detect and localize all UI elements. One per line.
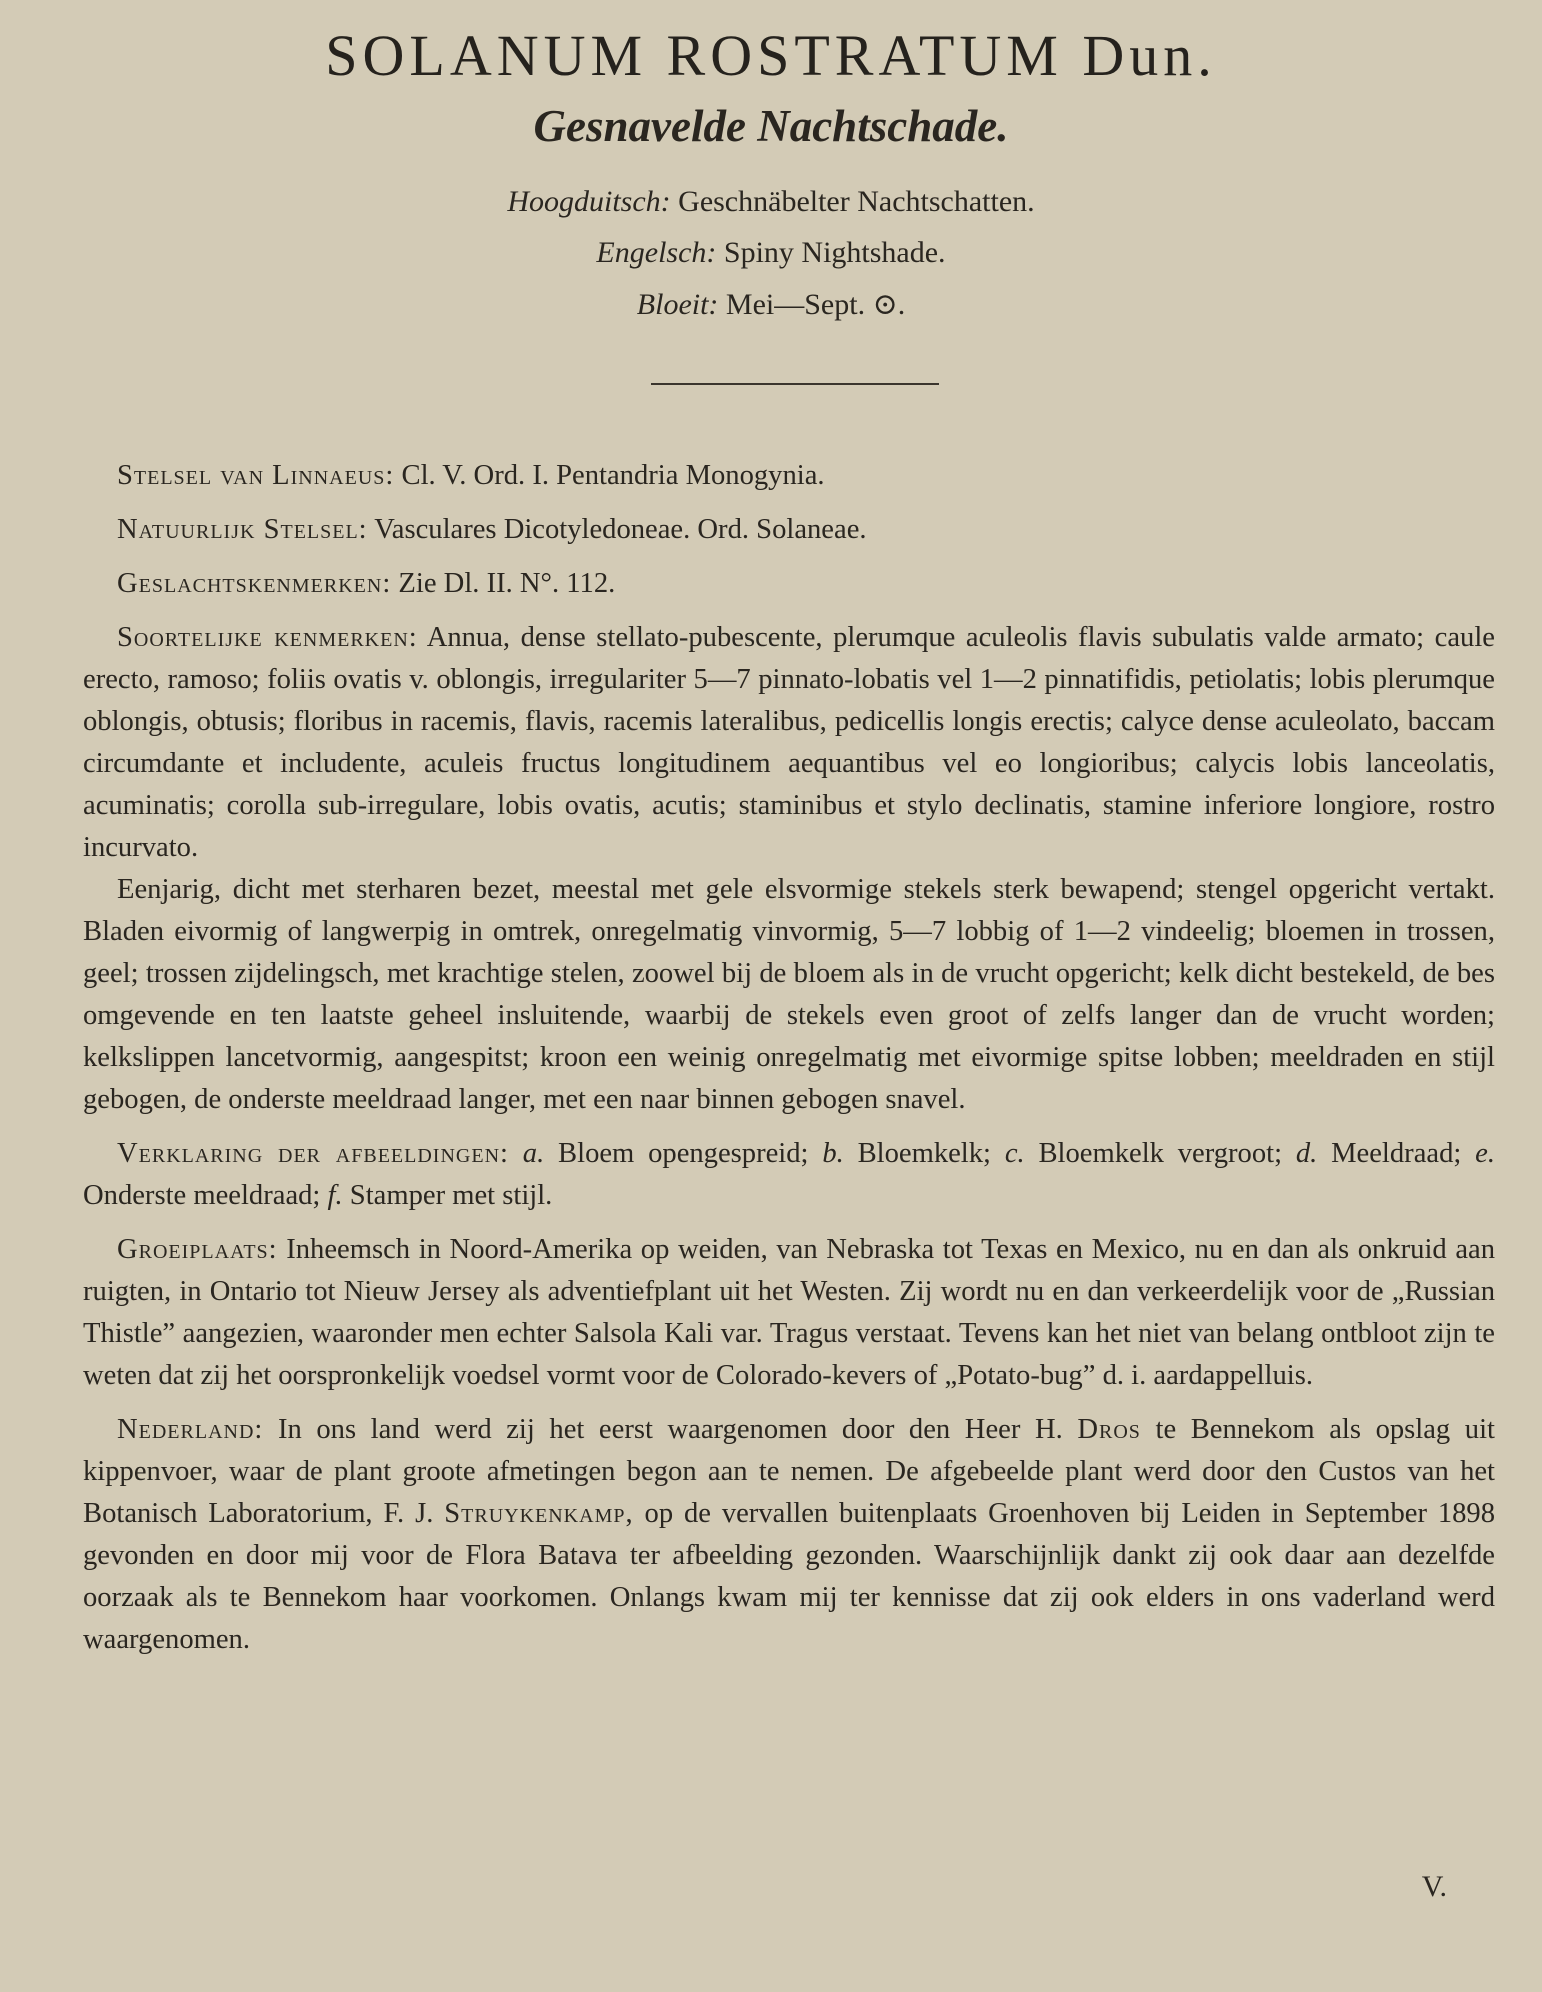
- netherlands-text-2: te Bennekom als opslag uit kippenvoer, waar de plant groote afmetingen begon aan te nemen. De afgebeelde plant werd door den Custos van het Botanisch Laboratorium, F. J.: [83, 1414, 1495, 1529]
- netherlands-text-1: In ons land werd zij het eerst waargenomen door den Heer H.: [277, 1414, 1063, 1445]
- figure-e-text: Onderste meeldraad;: [83, 1180, 321, 1211]
- figure-f-text: Stamper met stijl.: [349, 1180, 553, 1211]
- linnaeus-text: Cl. V. Ord. I. Pentandria Monogynia.: [401, 460, 825, 491]
- genus-label: Geslachtskenmerken:: [117, 568, 392, 599]
- figure-e-letter: e.: [1475, 1138, 1495, 1169]
- divider-rule: [651, 383, 939, 385]
- netherlands-label: Nederland:: [117, 1414, 264, 1445]
- figure-b-letter: b.: [822, 1138, 844, 1169]
- figure-d-letter: d.: [1295, 1138, 1318, 1169]
- english-value: Spiny Nightshade.: [723, 236, 946, 269]
- bloom-value: Mei—Sept. ⊙.: [725, 288, 906, 321]
- figures-label: Verklaring der afbeeldingen:: [117, 1138, 509, 1169]
- figure-c-letter: c.: [1004, 1138, 1025, 1169]
- german-label: Hoogduitsch:: [507, 185, 671, 218]
- netherlands-text-3: op de vervallen buitenplaats Groenhoven bij Leiden in September 1898 gevonden en door mij voor de Flora Batava ter afbeelding gezonden. Waarschijnlijk dankt zij ook daar aan dezelfde oorzaak als te Bennekom haar voorkomen. Onlangs kwam mij ter kennisse dat zij ook elders in ons vaderland werd waargenomen.: [83, 1498, 1496, 1655]
- dutch-description-paragraph: Eenjarig, dicht met sterharen bezet, meestal met gele elsvormige stekels sterk bewapend; stengel opgericht vertakt. Bladen eivormig of langwerpig in omtrek, onregelmatig vinvormig, 5—7 lobbig of 1—2 vindeelig; bloemen in trossen, geel; trossen zijdelingsch, met krachtige stelen, zoowel bij de bloem als in de vrucht opgericht; kelk dicht bestekeld, de bes omgevende en ten laatste geheel insluitende, waarbij de stekels even groot of zelfs langer dan de vrucht worden; kelkslippen lancetvormig, aangespitst; kroon een weinig onregelmatig met eivormige spitse lobben; meeldraden en stijl gebogen, de onderste meeldraad langer, met een naar binnen gebogen snavel.: [83, 874, 1495, 1115]
- natural-system-paragraph: [83, 509, 1495, 551]
- bloom-line: [0, 287, 1542, 322]
- english-label: Engelsch:: [596, 236, 717, 269]
- netherlands-paragraph: [83, 1409, 1495, 1661]
- figure-f-letter: f.: [327, 1180, 343, 1211]
- figure-c-text: Bloemkelk vergroot;: [1038, 1138, 1283, 1169]
- author-signature: V.: [1421, 1870, 1447, 1903]
- genus-text: Zie Dl. II. N°. 112.: [398, 568, 616, 599]
- natural-system-text: Vasculares Dicotyledoneae. Ord. Solaneae.: [374, 514, 867, 545]
- habitat-label: Groeiplaats:: [117, 1234, 278, 1265]
- figure-d-text: Meeldraad;: [1331, 1138, 1462, 1169]
- natural-system-label: Natuurlijk Stelsel:: [117, 514, 368, 545]
- species-paragraph: [83, 617, 1495, 869]
- linnaeus-label: Stelsel van Linnaeus:: [117, 460, 395, 491]
- description-body: [83, 455, 1495, 1673]
- figure-b-text: Bloemkelk;: [857, 1138, 991, 1169]
- english-name-line: [0, 236, 1542, 270]
- species-label: Soortelijke kenmerken:: [117, 622, 418, 653]
- german-value: Geschnäbelter Nachtschatten.: [678, 185, 1035, 218]
- person-name-dros: Dros: [1077, 1414, 1141, 1445]
- species-title: SOLANUM ROSTRATUM Dun.: [325, 23, 1217, 88]
- dutch-name: Gesnavelde Nachtschade.: [533, 101, 1009, 151]
- bloom-label: Bloeit:: [636, 288, 719, 321]
- figure-a-letter: a.: [522, 1138, 545, 1169]
- habitat-text: Inheemsch in Noord-Amerika op weiden, van Nebraska tot Texas en Mexico, nu en dan als onkruid aan ruigten, in Ontario tot Nieuw Jersey als adventiefplant uit het Westen. Zij wordt nu en dan verkeerdelijk voor de „Russian Thistle” aangezien, waaronder men echter Salsola Kali var. Tragus verstaat. Tevens kan het niet van belang ontbloot zijn te weten dat zij het oorspronkelijk voedsel vormt voor de Colorado-kevers of „Potato-bug” d. i. aardappelluis.: [83, 1234, 1496, 1391]
- genus-paragraph: [83, 563, 1495, 605]
- species-text: Annua, dense stellato-pubescente, plerumque aculeolis flavis subulatis valde armato; caule erecto, ramoso; foliis ovatis v. oblongis, irregulariter 5—7 pinnato-lobatis vel 1—2 pinnatifidis, petiolatis; lobis plerumque oblongis, obtusis; floribus in racemis, flavis, racemis lateralibus, pedicellis longis erectis; calyce dense aculeolato, baccam circumdante et includente, aculeis fructus longitudinem aequantibus vel eo longioribus; calycis lobis lanceolatis, acuminatis; corolla sub-irregulare, lobis ovatis, acutis; staminibus et stylo declinatis, stamine inferiore longiore, rostro incurvato.: [83, 622, 1495, 863]
- german-name-line: [0, 185, 1542, 219]
- linnaeus-paragraph: [83, 455, 1495, 497]
- person-name-struykenkamp: Struykenkamp,: [444, 1498, 634, 1529]
- figures-paragraph: [83, 1133, 1495, 1217]
- figure-a-text: Bloem opengespreid;: [558, 1138, 809, 1169]
- habitat-paragraph: [83, 1229, 1495, 1397]
